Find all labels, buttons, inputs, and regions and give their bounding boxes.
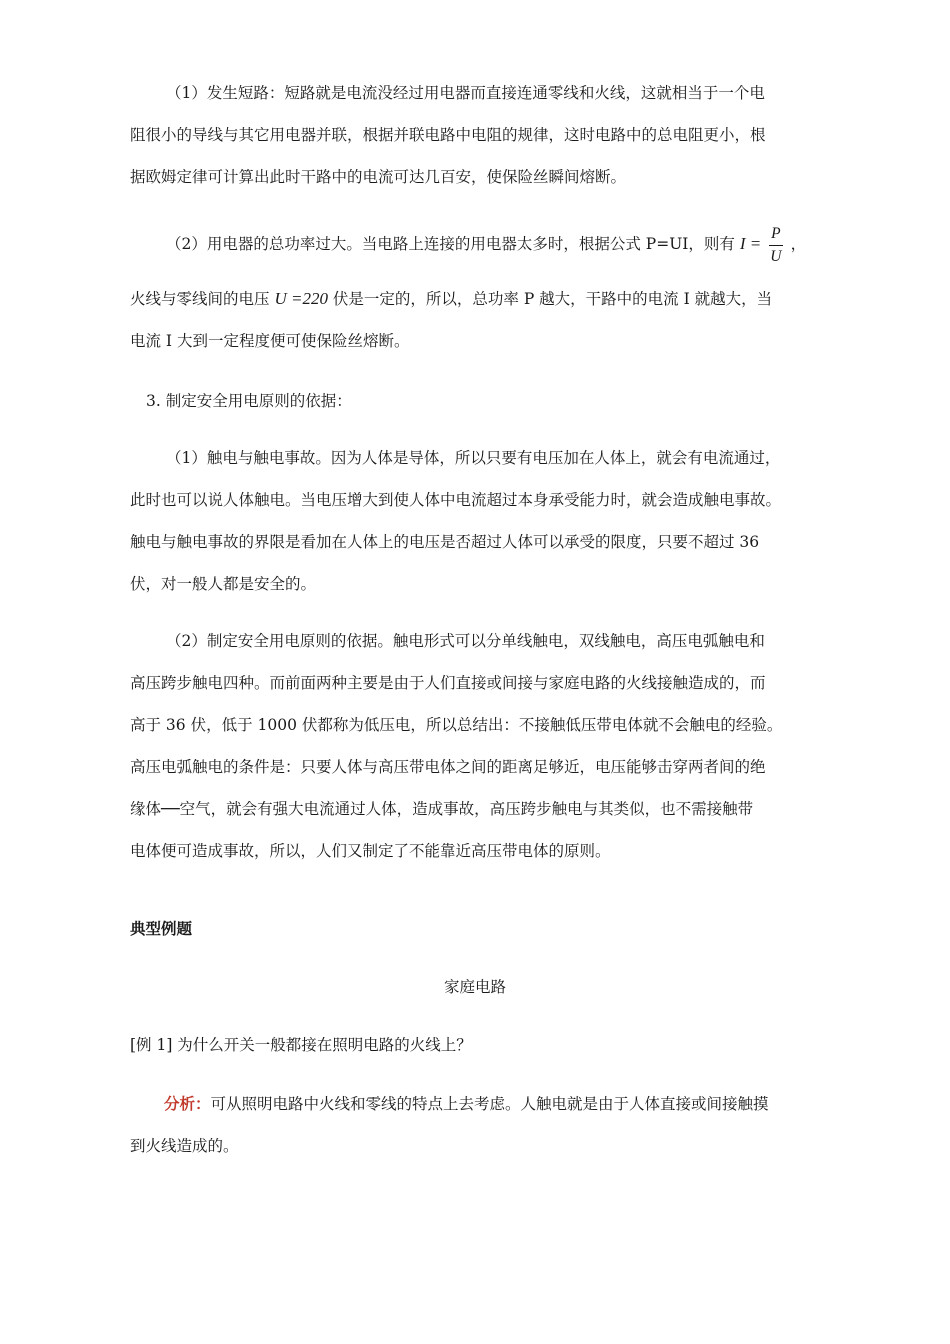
p3-line3: 触电与触电事故的界限是看加在人体上的电压是否超过人体可以承受的限度，只要不超过 36 xyxy=(130,533,760,551)
p1-line3: 据欧姆定律可计算出此时干路中的电流可达几百安，使保险丝瞬间熔断。 xyxy=(130,168,627,186)
p3-line4: 伏，对一般人都是安全的。 xyxy=(130,575,317,593)
p4-line1: （2）制定安全用电原则的依据。触电形式可以分单线触电，双线触电，高压电弧触电和 xyxy=(166,632,765,650)
fraction-denominator: U xyxy=(770,247,782,265)
p2-line2-text-b: 伏是一定的，所以，总功率 P 越大，干路中的电流 I 就越大，当 xyxy=(332,290,773,308)
formula-i: I = xyxy=(739,234,762,253)
subtitle: 家庭电路 xyxy=(443,978,506,996)
p2-line1 xyxy=(166,222,806,268)
p2-line1-end: ， xyxy=(790,235,807,253)
p4-line6: 电体便可造成事故，所以，人们又制定了不能靠近高压带电体的原则。 xyxy=(130,842,611,860)
p1-line1: （1）发生短路：短路就是电流没经过用电器而直接连通零线和火线，这就相当于一个电 xyxy=(166,84,765,102)
p2-line3: 电流 I 大到一定程度便可使保险丝熔断。 xyxy=(130,332,410,350)
p3-line2: 此时也可以说人体触电。当电压增大到使人体中电流超过本身承受能力时，就会造成触电事故。 xyxy=(130,491,782,509)
analysis-text-1: 可从照明电路中火线和零线的特点上去考虑。人触电就是由于人体直接或间接触摸 xyxy=(210,1095,769,1113)
analysis-line2: 到火线造成的。 xyxy=(130,1137,239,1155)
section-heading: 典型例题 xyxy=(130,920,193,938)
analysis-line1 xyxy=(164,1093,769,1115)
p2-line2 xyxy=(130,288,772,310)
p1-line2: 阻很小的导线与其它用电器并联，根据并联电路中电阻的规律，这时电路中的总电阻更小，根 xyxy=(130,126,766,144)
p3-line1: （1）触电与触电事故。因为人体是导体，所以只要有电压加在人体上，就会有电流通过， xyxy=(166,449,781,467)
p4-line3: 高于 36 伏，低于 1000 伏都称为低压电，所以总结出：不接触低压带电体就不会触电的经验。 xyxy=(130,716,783,734)
fraction-numerator: P xyxy=(769,223,782,246)
section-3-heading: 3. 制定安全用电原则的依据： xyxy=(146,392,352,410)
p4-line5: 缘体──空气，就会有强大电流通过人体，造成事故，高压跨步触电与其类似，也不需接触带 xyxy=(130,800,754,818)
formula-fraction xyxy=(769,223,782,268)
analysis-label: 分析： xyxy=(164,1095,211,1113)
p4-line2: 高压跨步触电四种。而前面两种主要是由于人们直接或间接与家庭电路的火线接触造成的，而 xyxy=(130,674,766,692)
formula-voltage: U =220 xyxy=(274,289,328,308)
example-1: [例 1] 为什么开关一般都接在照明电路的火线上？ xyxy=(130,1036,472,1054)
p2-line1-text: （2）用电器的总功率过大。当电路上连接的用电器太多时，根据公式 P=UI，则有 xyxy=(166,235,735,253)
p4-line4: 高压电弧触电的条件是：只要人体与高压带电体之间的距离足够近，电压能够击穿两者间的绝 xyxy=(130,758,766,776)
p2-line2-text-a: 火线与零线间的电压 xyxy=(130,290,270,308)
